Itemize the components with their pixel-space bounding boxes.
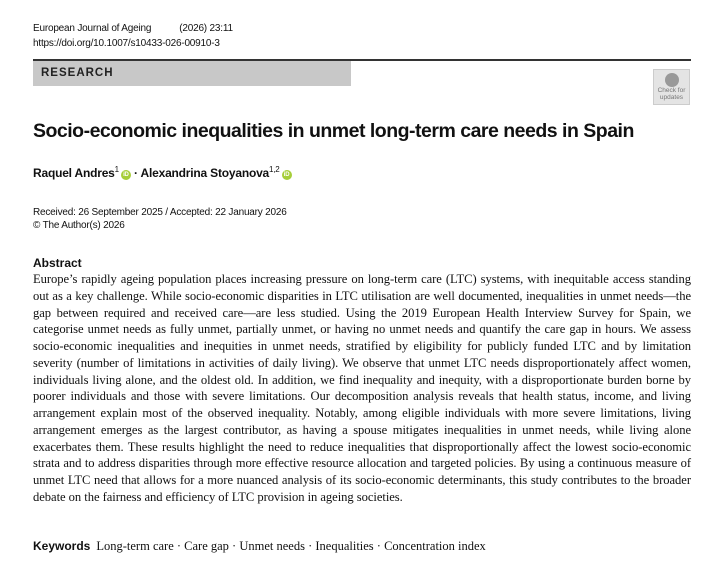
section-label: RESEARCH (41, 67, 114, 79)
author-separator: · (130, 166, 141, 180)
check-updates-line1: Check for (657, 87, 686, 94)
check-updates-line2: updates (659, 94, 684, 101)
article-title: Socio-economic inequalities in unmet long-term care needs in Spain (33, 120, 634, 142)
received-accepted: Received: 26 September 2025 / Accepted: 22 January 2026 (33, 207, 287, 218)
doi-link[interactable]: https://doi.org/10.1007/s10433-026-00910-3 (33, 38, 220, 49)
keywords (33, 539, 486, 554)
orcid-icon[interactable]: iD (121, 170, 131, 180)
article-dates (33, 206, 287, 232)
author-name[interactable]: Alexandrina Stoyanova (140, 166, 270, 180)
keywords-heading: Keywords (33, 539, 91, 553)
affiliation-ref: 1 (114, 165, 119, 174)
section-banner (33, 61, 351, 86)
check-updates-icon (665, 73, 679, 87)
abstract-heading: Abstract (33, 256, 82, 270)
author-name[interactable]: Raquel Andres (33, 166, 115, 180)
abstract-text: Europe’s rapidly ageing population places increasing pressure on long-term care (LTC) systems, with inequitable access standing out as a key challenge. While socio-economic disparities in LTC utilisation are well documented, inequalities in unmet needs—the gap between required and received care—are less studied. Using the 2019 European Health Interview Survey for Spain, we categorise unmet needs as fully unmet, partially unmet, or having no unmet needs and quantify the care gap in hours. We assess socio-economic inequalities and inequities in unmet needs, stratified by eligibility for publicly funded LTC and by limitation severity (number of limitations in activities of daily living). We observe that unmet LTC needs disproportionately affect women, individuals living alone, and the oldest old. In addition, we find inequality and inequity, with a disproportionate burden borne by poorer individuals and those with severe limitations. Our decomposition analysis reveals that health status, income, and living arrangement explain most of the observed inequality. Notably, among eligible individuals with more severe limitations, living arrangement emerges as the largest contributor, as having a spouse mitigates inequalities in unmet needs, while living alone exacerbates them. These results highlight the need to reduce inequalities that disproportionally affect the lowest socio-economic strata and to address disparities through more effective resource allocation and targeted policies. By using a continuous measure of unmet LTC need that allows for a more nuanced analysis of its socio-economic determinants, this study contributes to the broader debate on the fairness and efficiency of LTC provision in ageing societies. (33, 272, 691, 504)
author-list (33, 165, 292, 180)
journal-info (33, 23, 233, 34)
citation: (2026) 23:11 (179, 23, 233, 34)
check-for-updates-button[interactable] (653, 69, 690, 105)
orcid-icon[interactable]: iD (282, 170, 292, 180)
journal-name: European Journal of Ageing (33, 23, 152, 34)
affiliation-ref: 1,2 (269, 165, 280, 174)
keywords-list: Long-term care · Care gap · Unmet needs · Inequalities · Concentration index (96, 539, 486, 553)
copyright: © The Author(s) 2026 (33, 220, 125, 231)
